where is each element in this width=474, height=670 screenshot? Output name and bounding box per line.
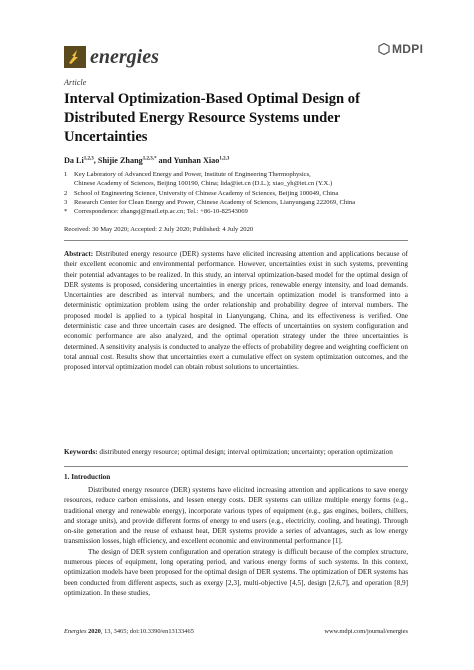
footer-url[interactable]: www.mdpi.com/journal/energies [324, 628, 408, 635]
paragraph: The design of DER system configuration and operation strategy is difficult because of the complex structure, numerous pieces of equipment, long operating period, and various energy forms of such systems. In this context, optimization models have been proposed for the optimal design of DER systems. The optimization of DER systems has been conducted from different aspects, such as exergy [2,3], multi-objective [4,5], design [2,6,7], and operation [8,9] optimization. In these studies, [64, 547, 409, 597]
footer-citation [64, 628, 194, 635]
author-name: Yunhan Xiao [173, 156, 220, 165]
keywords [64, 447, 408, 457]
affiliation-text: Key Laboratory of Advanced Energy and Power, Institute of Engineering Thermophysics, [74, 171, 311, 178]
footer-ref: , 13, 3465; doi:10.3390/en13133465 [100, 628, 194, 635]
affiliations [64, 170, 444, 216]
keywords-label: Keywords: [64, 448, 98, 456]
affiliation-text: Chinese Academy of Sciences, Beijing 100190, China; lida@iet.cn (D.L.); xiao_yh@iet.cn (Y.X.) [74, 180, 333, 188]
affiliation-mark: 1 [64, 171, 68, 178]
affiliation-item [64, 198, 444, 207]
divider [64, 240, 408, 241]
article-type: Article [64, 78, 87, 87]
affiliation-item [64, 170, 444, 189]
author-name: Da Li [64, 156, 84, 165]
footer-journal: Energies [64, 628, 87, 635]
mdpi-logo-icon [378, 43, 390, 55]
journal-name: energies [90, 45, 159, 68]
author-name: Shijie Zhang [97, 156, 143, 165]
paragraph: Distributed energy resource (DER) systems have elicited increasing attention and applications to save energy resources, reduce carbon emissions, and lessen energy costs. DER systems can utilize multiple energy forms (e.g., traditional energy and renewable energy), incorporate various types of equipment (e.g., gas engines, boilers, chillers, and storage units), and provide different forms of energy to end users (e.g., electricity, cooling, and heating). Through on-site generation and the reuse of exhaust heat, DER systems provide a series of advantages, such as low energy transmission losses, high efficiency, and excellent economic and environmental performance [1]. [64, 486, 408, 546]
page-footer [64, 628, 408, 635]
divider [64, 466, 408, 467]
author-affil-sup: 1,2,3 [219, 156, 230, 162]
author-affil-sup: 1,2,3 [83, 156, 94, 162]
correspondence-text: Correspondence: zhangsj@mail.etp.ac.cn; Tel.: +86-10-82543069 [74, 208, 248, 216]
section-heading: 1. Introduction [64, 473, 111, 481]
affiliation-item [64, 207, 444, 216]
paper-title: Interval Optimization-Based Optimal Design of Distributed Energy Resource Systems under Uncertainties [64, 91, 360, 145]
abstract [64, 249, 408, 373]
affiliation-mark: 2 [64, 189, 68, 197]
publisher-logo [378, 42, 423, 56]
affiliation-text: Research Center for Clean Energy and Power, Chinese Academy of Sciences, Lianyungang 222069, China [74, 198, 356, 206]
author-separator: , [93, 156, 98, 165]
author-affil-sup: 1,2,3,* [142, 156, 157, 162]
energies-logo-icon [64, 46, 86, 68]
footer-year: 2020 [88, 628, 101, 635]
publication-dates: Received: 30 May 2020; Accepted: 2 July 2020; Published: 4 July 2020 [64, 226, 254, 233]
affiliation-text: School of Engineering Science, University of Chinese Academy of Sciences, Beijing 100049, China [74, 189, 339, 197]
author-list [64, 156, 229, 165]
keywords-text: distributed energy resource; optimal design; interval optimization; uncertainty; operation optimization [99, 448, 393, 456]
author-separator: and [156, 156, 174, 165]
publisher-name: MDPI [392, 42, 424, 56]
affiliation-mark: 3 [64, 198, 68, 206]
affiliation-mark: * [64, 208, 68, 216]
abstract-label: Abstract: [64, 250, 94, 258]
journal-logo [64, 44, 174, 70]
section-body [64, 485, 408, 598]
affiliation-item [64, 189, 444, 198]
abstract-text: Distributed energy resource (DER) systems have elicited increasing attention and applications because of their excellent economic and environmental performance. However, uncertainties exist in such systems, preventing their potential advantages to be realized. In this study, an interval optimization-based model for the optimal design of DER systems is proposed, considering uncertainties in energy prices, renewable energy intensity, and load demands. Uncertainties are described as interval numbers, and the uncertain optimization model is transformed into a deterministic optimization problem using the order relationship and probability degree of interval numbers. The proposed model is applied to a typical hospital in Lianyungang, China, and its effectiveness is verified. One deterministic case and three uncertain cases are designed. The effects of uncertainties on system configuration and economic performance are also analyzed, and the optimal operation strategy under the three uncertainties is determined. A sensitivity analysis is conducted to analyze the effects of probability degree and weighting coefficient on total annual cost. Results show that uncertainties exert a cumulative effect on system optimization outcomes, and the proposed interval optimization model can obtain robust solutions to uncertainties. [64, 250, 409, 372]
